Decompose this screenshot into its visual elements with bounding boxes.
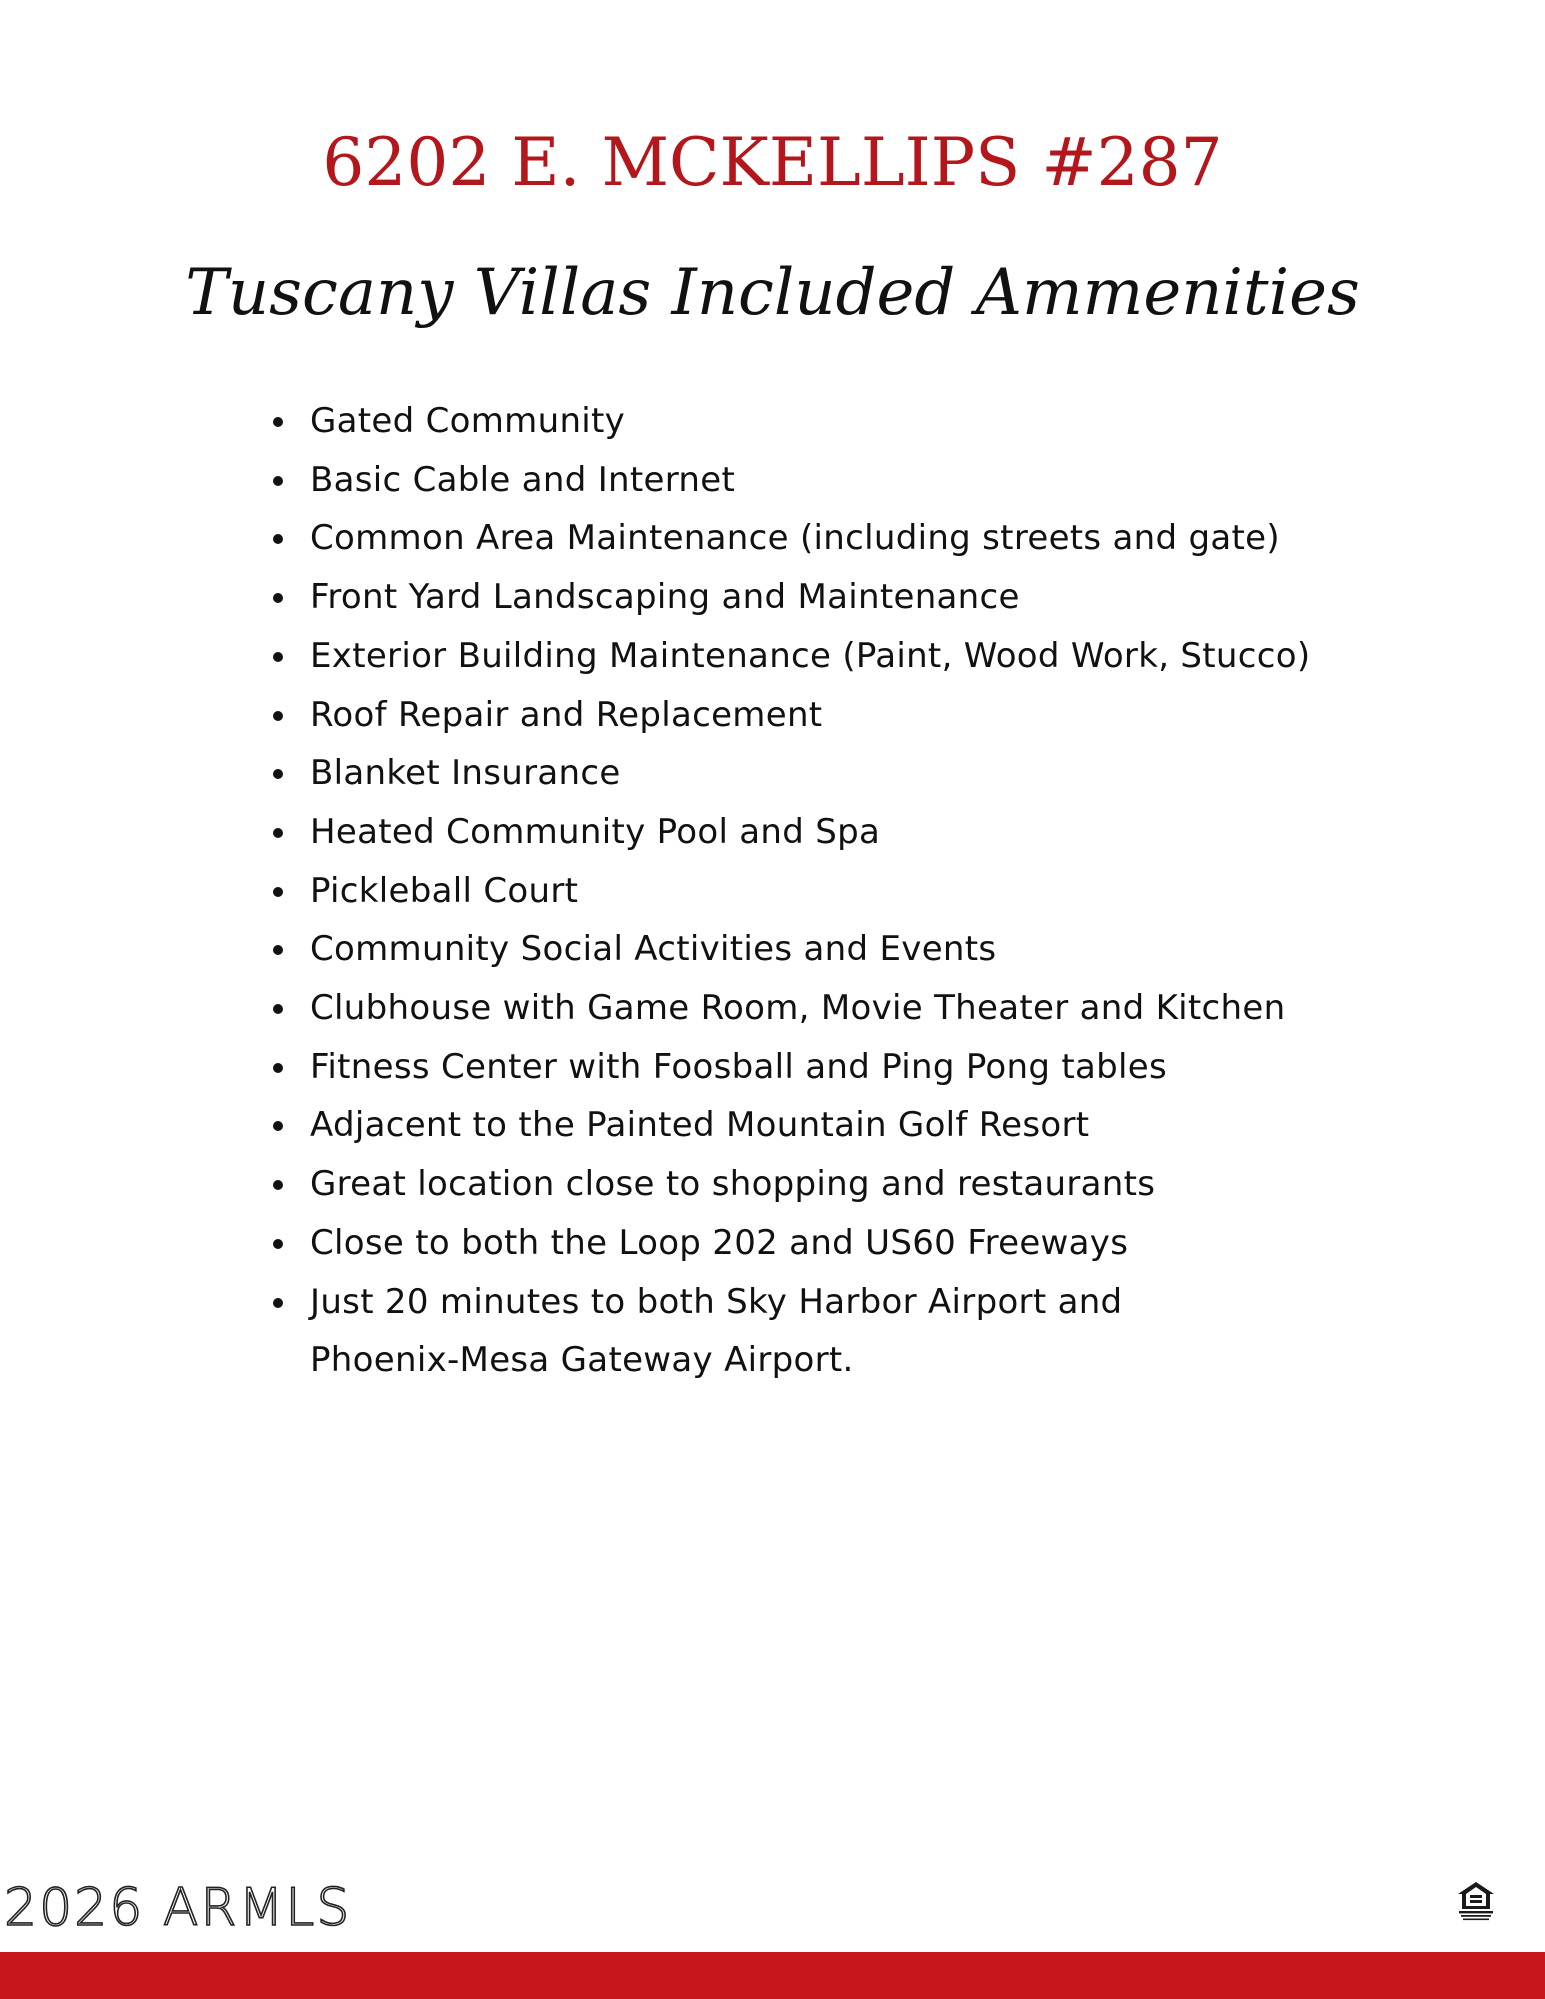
list-item	[270, 1096, 1320, 1155]
list-item-text: Great location close to shopping and restaurants	[310, 1164, 1156, 1205]
list-item-text: Common Area Maintenance (including streets and gate)	[310, 518, 1280, 559]
list-item	[270, 451, 1320, 510]
bullet-icon	[273, 476, 283, 486]
list-item-text: Exterior Building Maintenance (Paint, Wood Work, Stucco)	[310, 635, 1311, 676]
list-item	[270, 686, 1320, 745]
list-item	[270, 1038, 1320, 1097]
list-item	[270, 920, 1320, 979]
list-item-text: Front Yard Landscaping and Maintenance	[310, 577, 1020, 618]
copyright-watermark: 2026 ARMLS	[4, 1878, 352, 1938]
list-item	[270, 627, 1320, 686]
list-item	[270, 744, 1320, 803]
list-item-text: Adjacent to the Painted Mountain Golf Resort	[310, 1105, 1090, 1146]
bullet-icon	[273, 887, 283, 897]
bullet-icon	[273, 769, 283, 779]
bullet-icon	[273, 1239, 283, 1249]
bullet-icon	[273, 652, 283, 662]
bullet-icon	[273, 711, 283, 721]
list-item	[270, 1273, 1320, 1332]
list-item-text: Clubhouse with Game Room, Movie Theater and Kitchen	[310, 988, 1286, 1029]
list-item-text: Blanket Insurance	[310, 753, 621, 794]
list-item-continuation	[270, 1331, 1320, 1390]
list-item-text: Close to both the Loop 202 and US60 Freeways	[310, 1222, 1129, 1263]
list-item-text: Heated Community Pool and Spa	[310, 811, 881, 852]
equal-housing-opportunity-icon	[1455, 1880, 1497, 1922]
bullet-icon	[273, 828, 283, 838]
list-item-text: Just 20 minutes to both Sky Harbor Airport and	[310, 1281, 1123, 1322]
list-item-text: Fitness Center with Foosball and Ping Pong tables	[310, 1046, 1167, 1087]
bullet-icon	[273, 1063, 283, 1073]
bullet-icon	[273, 945, 283, 955]
list-item	[270, 1214, 1320, 1273]
property-address: 6202 E. MCKELLIPS #287	[322, 124, 1223, 201]
list-item-text: Gated Community	[310, 401, 626, 441]
list-item-text: Phoenix-Mesa Gateway Airport.	[310, 1340, 854, 1381]
bullet-icon	[273, 534, 283, 544]
bullet-icon	[273, 593, 283, 603]
list-item	[270, 509, 1320, 568]
list-item	[270, 803, 1320, 862]
list-item	[270, 862, 1320, 921]
bullet-icon	[273, 1121, 283, 1131]
bullet-icon	[273, 417, 283, 427]
list-item	[270, 568, 1320, 627]
list-item-text: Roof Repair and Replacement	[310, 694, 823, 735]
list-item-text: Pickleball Court	[310, 870, 579, 911]
bullet-icon	[273, 1004, 283, 1014]
bullet-icon	[273, 1180, 283, 1190]
amenities-list	[270, 392, 1320, 1390]
list-item-text: Basic Cable and Internet	[310, 459, 736, 500]
bullet-icon	[273, 1298, 283, 1308]
footer-color-bar	[0, 1952, 1545, 1999]
list-item	[270, 979, 1320, 1038]
list-item	[270, 1155, 1320, 1214]
list-item-text: Community Social Activities and Events	[310, 929, 997, 970]
list-item	[270, 392, 1320, 451]
amenities-heading: Tuscany Villas Included Ammenities	[185, 256, 1360, 330]
